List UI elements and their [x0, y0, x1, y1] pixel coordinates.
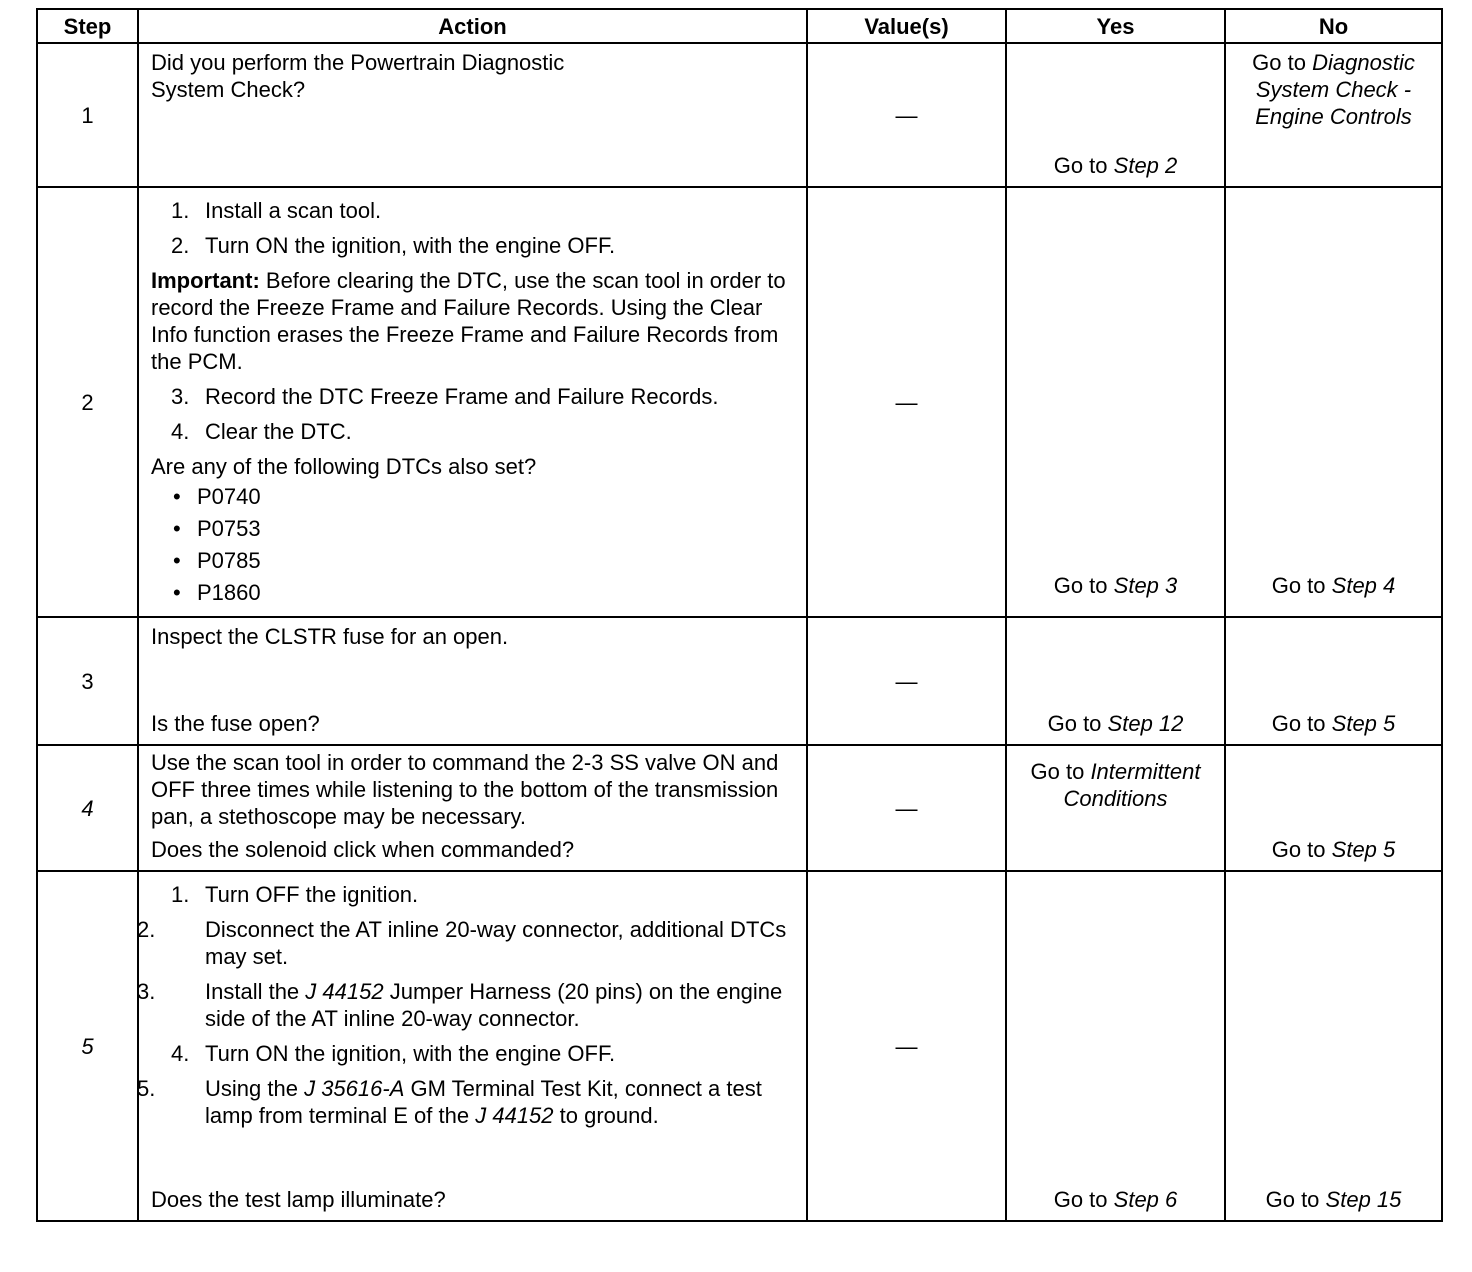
no-link[interactable]: Go to Step 15 [1265, 1187, 1402, 1212]
yes-link[interactable]: Go to Step 12 [1047, 711, 1184, 736]
table-row-step-3 [37, 617, 1442, 745]
action-item: 5. Using the J 35616-A GM Terminal Test Kit, connect a test lamp from terminal E of the J 44152 to ground. [137, 1076, 762, 1128]
dtc-item: • P0785 [173, 548, 261, 573]
yes-cell [1006, 43, 1225, 187]
value-cell [807, 43, 1006, 187]
yes-cell [1006, 617, 1225, 745]
action-item: 1. Turn OFF the ignition. [171, 882, 419, 907]
table-row-step-5 [37, 871, 1442, 1221]
action-cell [138, 187, 807, 617]
value-dash: — [895, 795, 918, 821]
action-item: 4. Turn ON the ignition, with the engine OFF. [171, 1041, 616, 1066]
action-cell [138, 43, 807, 187]
no-cell [1225, 745, 1442, 871]
no-link[interactable]: Go to Step 5 [1271, 837, 1396, 862]
action-question: Does the test lamp illuminate? [151, 1187, 446, 1212]
step-number: 3 [37, 617, 138, 745]
dtc-item: • P1860 [173, 580, 261, 605]
table-row-step-1 [37, 43, 1442, 187]
value-cell [807, 617, 1006, 745]
action-text: System Check? [151, 77, 306, 102]
action-text: Inspect the CLSTR fuse for an open. [151, 624, 509, 649]
no-cell [1225, 187, 1442, 617]
action-question: Does the solenoid click when commanded? [151, 837, 575, 862]
no-cell [1225, 43, 1442, 187]
important-note: Important: Before clearing the DTC, use the scan tool in order to record the Freeze Frame and Failure Records. Using the Clear Info function erases the Freeze Frame and Failure Records from the PCM. [151, 268, 786, 374]
header-action: Action [138, 9, 807, 43]
step-number: 4 [37, 745, 138, 871]
header-yes: Yes [1006, 9, 1225, 43]
action-item: 2. Turn ON the ignition, with the engine OFF. [171, 233, 616, 258]
dtc-item: • P0753 [173, 516, 261, 541]
yes-link[interactable]: Go to Step 3 [1053, 573, 1178, 598]
step-number: 1 [37, 43, 138, 187]
action-item: 4. Clear the DTC. [171, 419, 352, 444]
step-number: 5 [37, 871, 138, 1221]
action-text: Did you perform the Powertrain Diagnostic [151, 50, 565, 75]
header-values: Value(s) [807, 9, 1006, 43]
value-dash: — [895, 389, 918, 415]
no-cell [1225, 871, 1442, 1221]
action-item: 3. Install the J 44152 Jumper Harness (20 pins) on the engine side of the AT inline 20-way connector. [137, 979, 783, 1031]
action-cell [138, 745, 807, 871]
action-question: Are any of the following DTCs also set? [151, 454, 537, 479]
header-step: Step [37, 9, 138, 43]
action-cell [138, 617, 807, 745]
diagnostic-table [36, 8, 1443, 1222]
yes-link[interactable]: Go to Step 2 [1053, 153, 1178, 178]
yes-cell [1006, 745, 1225, 871]
value-cell [807, 871, 1006, 1221]
action-text: Use the scan tool in order to command the 2-3 SS valve ON and OFF three times while listening to the bottom of the transmission pan, a stethoscope may be necessary. [151, 750, 779, 829]
yes-cell [1006, 187, 1225, 617]
value-dash: — [895, 102, 918, 128]
table-row-step-2 [37, 187, 1442, 617]
value-cell [807, 745, 1006, 871]
action-question: Is the fuse open? [151, 711, 320, 736]
yes-link[interactable]: Go to Intermittent Conditions [1030, 759, 1201, 811]
yes-cell [1006, 871, 1225, 1221]
yes-link[interactable]: Go to Step 6 [1053, 1187, 1178, 1212]
action-item: 3. Record the DTC Freeze Frame and Failure Records. [171, 384, 719, 409]
value-dash: — [895, 1033, 918, 1059]
step-number: 2 [37, 187, 138, 617]
value-cell [807, 187, 1006, 617]
value-dash: — [895, 668, 918, 694]
no-link[interactable]: Go to Step 4 [1271, 573, 1396, 598]
action-item: 1. Install a scan tool. [171, 198, 382, 223]
action-cell [138, 871, 807, 1221]
no-link[interactable]: Go to Diagnostic System Check - Engine Controls [1252, 50, 1415, 129]
table-row-step-4 [37, 745, 1442, 871]
header-row [37, 9, 1442, 43]
dtc-item: • P0740 [173, 484, 261, 509]
header-no: No [1225, 9, 1442, 43]
no-cell [1225, 617, 1442, 745]
no-link[interactable]: Go to Step 5 [1271, 711, 1396, 736]
action-item: 2. Disconnect the AT inline 20-way connector, additional DTCs may set. [137, 917, 787, 969]
